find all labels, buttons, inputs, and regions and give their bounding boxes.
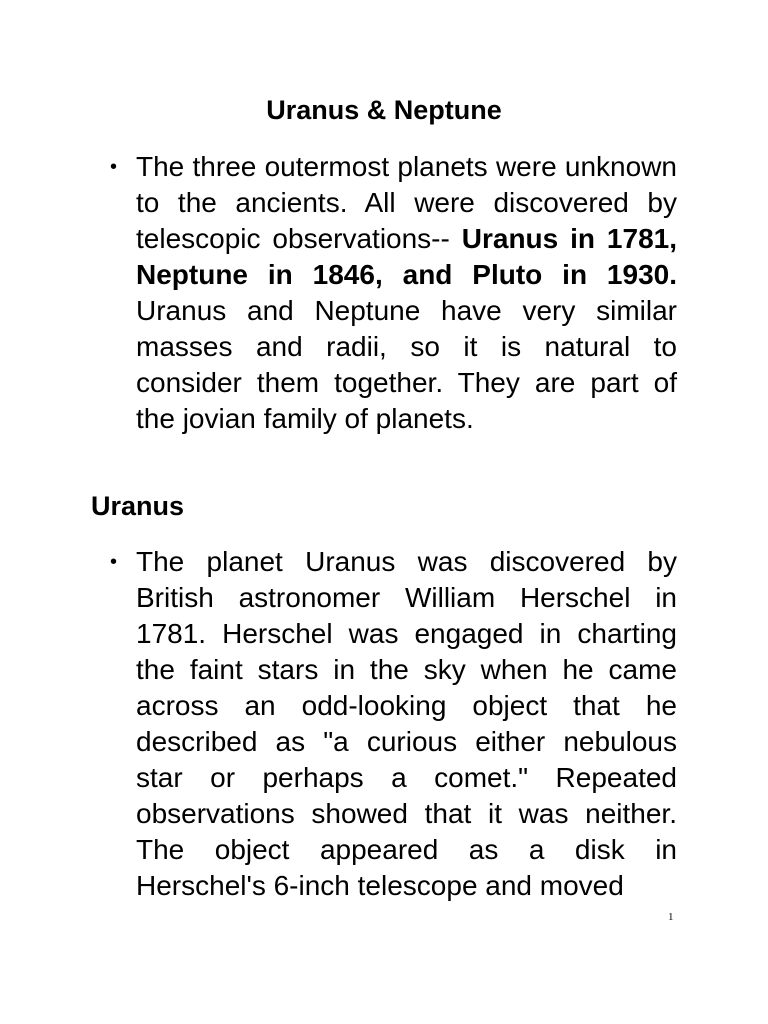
section-heading-uranus: Uranus [91,491,185,521]
uranus-paragraph: The planet Uranus was discovered by British astronomer William Herschel in 1781. Herschel was engaged in charting the faint stars in the sky when he came across an odd-looking object that he described as "a curious either nebulous star or perhaps a comet." Repeated observations showed that it was neither. The object appeared as a disk in Herschel's 6-inch telescope and moved [136,546,677,901]
intro-text-part2: Uranus and Neptune have very similar masses and radii, so it is natural to consider them together. They are part of the jovian family of planets. [136,295,677,434]
page-title: Uranus & Neptune [266,95,502,125]
bullet-icon: • [110,156,118,178]
intro-text-part1: The three outermost planets were unknown to the ancients. All were discovered by telescopic observations-- [136,151,677,254]
bullet-icon: • [110,551,118,573]
page-number: 1 [668,911,674,923]
intro-discovery-dates: Uranus in 1781, Neptune in 1846, and Pluto in 1930. [136,223,677,290]
intro-paragraph [136,149,677,437]
